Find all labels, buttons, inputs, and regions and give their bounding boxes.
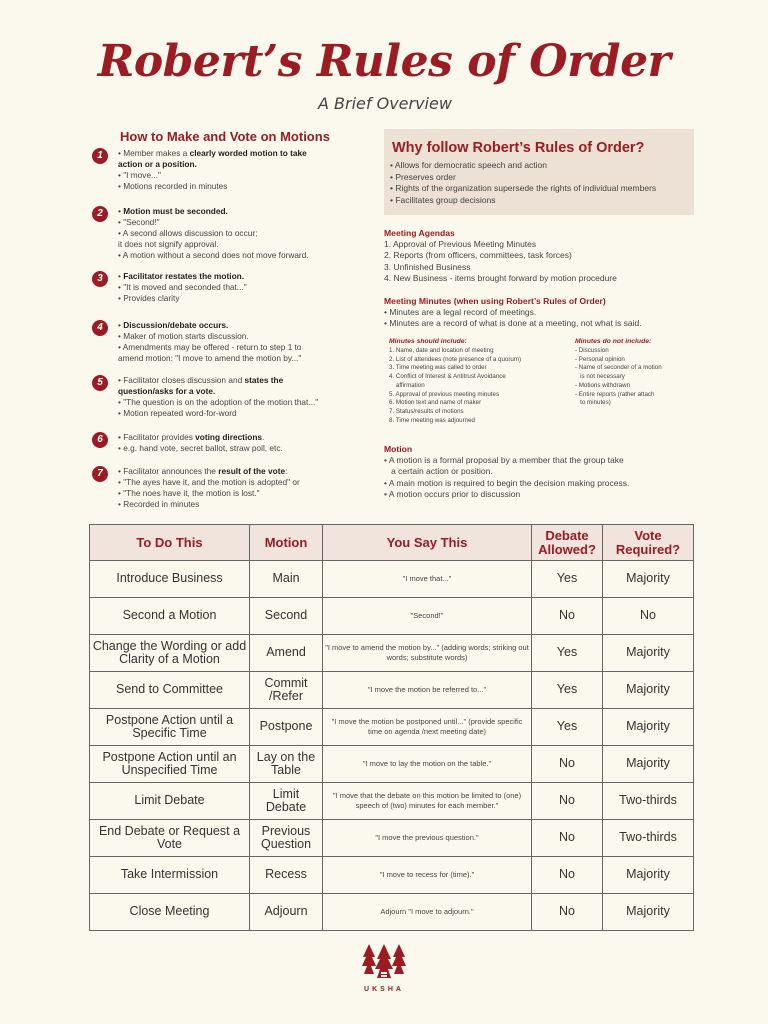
- minutes-include-heading: Minutes should include:: [389, 338, 467, 345]
- table-row: [90, 561, 694, 598]
- step-line-text: • Facilitator closes discussion and: [118, 375, 245, 385]
- minutes-include-item: 7. Status/results of motions: [389, 407, 464, 415]
- header-to-do: To Do This: [90, 525, 250, 561]
- minutes-include-item: 1. Name, date and location of meeting: [389, 347, 494, 354]
- cell-motion: Amend: [250, 635, 323, 672]
- minutes-include-item: 2. List of attendees (note presence of a quorum): [389, 355, 522, 363]
- step-line-text: • Facilitator provides: [118, 432, 196, 442]
- motion-step: [92, 148, 382, 192]
- cell-you-say: "I move the motion be referred to...": [323, 672, 532, 709]
- cell-to-do: Close Meeting: [90, 894, 250, 931]
- minutes-exclude-item: - Name of seconder of a motion: [575, 364, 662, 372]
- table-row: [90, 746, 694, 783]
- motion-step: [92, 320, 382, 364]
- step-line-bold-text: Discussion/debate occurs.: [123, 320, 229, 330]
- step-line: [118, 342, 382, 353]
- step-lines: [118, 466, 382, 510]
- cell-to-do: Limit Debate: [90, 783, 250, 820]
- step-line: [118, 443, 382, 454]
- step-line: [118, 477, 382, 488]
- why-item: • Rights of the organization supersede the rights of individual members: [390, 183, 657, 193]
- minutes-include-item: 5. Approval of previous meeting minutes: [389, 390, 500, 398]
- step-line-text: • Recorded in minutes: [118, 499, 200, 509]
- header-vote: Vote Required?: [603, 525, 694, 561]
- minutes-include-item: affirmation: [389, 381, 425, 389]
- cell-to-do: Take Intermission: [90, 857, 250, 894]
- step-line: [118, 206, 382, 217]
- step-line: [118, 397, 382, 408]
- cell-debate: No: [532, 894, 603, 931]
- cell-to-do: Second a Motion: [90, 598, 250, 635]
- cell-vote: Majority: [603, 746, 694, 783]
- step-line: [118, 293, 382, 304]
- cell-you-say: "I move that the debate on this motion be limited to (one) speech of (two) minutes for each member.": [323, 783, 532, 820]
- step-line: [118, 250, 382, 261]
- cell-motion: Commit /Refer: [250, 672, 323, 709]
- step-line-text: • Maker of motion starts discussion.: [118, 331, 249, 341]
- step-line-text: • Facilitator announces the: [118, 466, 219, 476]
- motion-item: • A main motion is required to begin the decision making process.: [384, 477, 630, 488]
- cell-you-say: "I move to lay the motion on the table.": [323, 746, 532, 783]
- step-line-text: :: [285, 466, 288, 476]
- tree-logo-icon: [362, 944, 406, 980]
- header-motion: Motion: [250, 525, 323, 561]
- step-line: [118, 466, 382, 477]
- step-lines: [118, 320, 382, 364]
- step-line: [118, 228, 382, 239]
- cell-to-do: Postpone Action until a Specific Time: [90, 709, 250, 746]
- why-title: Why follow Robert’s Rules of Order?: [392, 140, 645, 156]
- table-row: [90, 598, 694, 635]
- motion-step: [92, 271, 382, 304]
- step-line-bold-text: action or a position.: [118, 159, 197, 169]
- cell-to-do: Introduce Business: [90, 561, 250, 598]
- agenda-item: 4. New Business - items brought forward by motion procedure: [384, 273, 617, 284]
- table-row: [90, 783, 694, 820]
- why-list: [390, 160, 694, 206]
- step-line-text: • Motions recorded in minutes: [118, 181, 228, 191]
- step-line-bold-text: clearly worded motion to take: [189, 148, 307, 158]
- cell-debate: Yes: [532, 561, 603, 598]
- rules-table: [89, 524, 694, 931]
- motion-item: • A motion is a formal proposal by a member that the group take: [384, 455, 624, 465]
- cell-debate: Yes: [532, 672, 603, 709]
- step-line-bold-text: Facilitator restates the motion.: [123, 271, 245, 281]
- step-line: [118, 353, 382, 364]
- cell-vote: Two-thirds: [603, 820, 694, 857]
- cell-vote: Majority: [603, 857, 694, 894]
- step-line: [118, 181, 382, 192]
- cell-motion: Recess: [250, 857, 323, 894]
- motion-list: [384, 455, 629, 501]
- step-line-text: .: [262, 432, 265, 442]
- minutes-exclude-heading: Minutes do not include:: [575, 338, 652, 345]
- table-row: [90, 635, 694, 672]
- minutes-exclude-item: - Motions withdrawn: [575, 381, 631, 389]
- minutes-item: • Minutes are a record of what is done at a meeting, not what is said.: [384, 318, 642, 329]
- step-line-text: • "I move...": [118, 170, 161, 180]
- minutes-include-item: 6. Motion text and name of maker: [389, 399, 482, 407]
- step-line: [118, 408, 382, 419]
- header-debate: Debate Allowed?: [532, 525, 603, 561]
- cell-debate: No: [532, 857, 603, 894]
- step-line: [118, 488, 382, 499]
- step-line: [118, 159, 382, 170]
- step-number-badge: 5: [92, 375, 108, 391]
- uksha-logo: [362, 944, 406, 993]
- why-item: • Preserves order: [390, 171, 456, 182]
- why-item: • Allows for democratic speech and action: [390, 160, 548, 170]
- motion-step: [92, 206, 382, 261]
- cell-you-say: "I move to recess for (time).": [323, 857, 532, 894]
- step-line: [118, 375, 382, 386]
- step-number-badge: 6: [92, 432, 108, 448]
- table-row: [90, 672, 694, 709]
- table-row: [90, 857, 694, 894]
- agenda-item: 1. Approval of Previous Meeting Minutes: [384, 239, 537, 249]
- cell-you-say: Adjourn "I move to adjourn.": [323, 894, 532, 931]
- table-row: [90, 820, 694, 857]
- cell-motion: Previous Question: [250, 820, 323, 857]
- minutes-include-item: 4. Conflict of Interest & Antitrust Avoidance: [389, 373, 506, 381]
- step-line-text: it does not signify approval.: [118, 239, 219, 249]
- step-line-text: • Amendments may be offered - return to step 1 to: [118, 342, 302, 352]
- cell-vote: No: [603, 598, 694, 635]
- step-line-text: • "Second!": [118, 217, 160, 227]
- step-line-text: •: [118, 320, 124, 330]
- motion-heading: Motion: [384, 444, 413, 454]
- why-panel: [384, 129, 694, 215]
- step-line-text: •: [118, 206, 124, 216]
- cell-to-do: Send to Committee: [90, 672, 250, 709]
- cell-debate: No: [532, 598, 603, 635]
- step-line-bold-text: question/asks for a vote.: [118, 386, 216, 396]
- cell-debate: No: [532, 746, 603, 783]
- table-header-row: [90, 525, 694, 561]
- cell-to-do: End Debate or Request a Vote: [90, 820, 250, 857]
- cell-vote: Majority: [603, 561, 694, 598]
- step-line: [118, 239, 382, 250]
- minutes-exclude-item: - Personal opinion: [575, 355, 625, 363]
- step-line: [118, 148, 382, 159]
- cell-vote: Majority: [603, 709, 694, 746]
- cell-debate: Yes: [532, 635, 603, 672]
- header-you-say: You Say This: [323, 525, 532, 561]
- cell-motion: Postpone: [250, 709, 323, 746]
- step-number-badge: 4: [92, 320, 108, 336]
- step-line-bold-text: states the: [244, 375, 284, 385]
- minutes-include-list: [389, 347, 521, 425]
- step-line-text: • Provides clarity: [118, 293, 180, 303]
- cell-motion: Main: [250, 561, 323, 598]
- cell-motion: Lay on the Table: [250, 746, 323, 783]
- cell-debate: No: [532, 783, 603, 820]
- minutes-exclude-item: - Discussion: [575, 347, 609, 354]
- minutes-item: • Minutes are a legal record of meetings.: [384, 307, 537, 317]
- cell-vote: Two-thirds: [603, 783, 694, 820]
- cell-you-say: "Second!": [323, 598, 532, 635]
- step-lines: [118, 148, 382, 192]
- step-line: [118, 217, 382, 228]
- minutes-exclude-item: to minutes): [575, 399, 611, 407]
- step-line: [118, 331, 382, 342]
- cell-vote: Majority: [603, 894, 694, 931]
- agenda-item: 2. Reports (from officers, committees, task forces): [384, 250, 572, 261]
- motion-step: [92, 432, 382, 454]
- agenda-item: 3. Unfinished Business: [384, 261, 471, 272]
- step-line: [118, 282, 382, 293]
- minutes-exclude-item: - Entire reports (rather attach: [575, 390, 655, 398]
- why-item: • Facilitates group decisions: [390, 194, 496, 205]
- motion-step: [92, 375, 382, 419]
- step-line-text: • "It is moved and seconded that...": [118, 282, 247, 292]
- minutes-exclude-list: [575, 347, 662, 408]
- step-line: [118, 170, 382, 181]
- step-lines: [118, 206, 382, 261]
- step-lines: [118, 375, 382, 419]
- step-line-text: • Motion repeated word-for-word: [118, 408, 237, 418]
- cell-debate: No: [532, 820, 603, 857]
- step-line: [118, 432, 382, 443]
- logo-text: UKSHA: [364, 986, 404, 993]
- step-number-badge: 1: [92, 148, 108, 164]
- table-row: [90, 709, 694, 746]
- cell-to-do: Postpone Action until an Unspecified Time: [90, 746, 250, 783]
- motion-step: [92, 466, 382, 510]
- minutes-include-item: 8. Time meeting was adjourned: [389, 416, 475, 424]
- step-line-text: • A motion without a second does not move forward.: [118, 250, 309, 260]
- cell-to-do: Change the Wording or add Clarity of a Motion: [90, 635, 250, 672]
- minutes-list: [384, 307, 642, 330]
- cell-motion: Limit Debate: [250, 783, 323, 820]
- cell-debate: Yes: [532, 709, 603, 746]
- motions-heading: How to Make and Vote on Motions: [120, 129, 330, 144]
- motion-item: • A motion occurs prior to discussion: [384, 489, 521, 500]
- step-line-text: • e.g. hand vote, secret ballot, straw poll, etc.: [118, 443, 283, 453]
- minutes-heading: Meeting Minutes (when using Robert’s Rules of Order): [384, 296, 606, 306]
- step-line-bold-text: Motion must be seconded.: [123, 206, 228, 216]
- step-line: [118, 386, 382, 397]
- cell-motion: Second: [250, 598, 323, 635]
- minutes-exclude-item: is not necessary: [575, 373, 625, 381]
- step-line-text: • "The question is on the adoption of the motion that...": [118, 397, 319, 407]
- step-number-badge: 7: [92, 466, 108, 482]
- agendas-list: [384, 239, 617, 285]
- step-lines: [118, 271, 382, 304]
- step-line-text: • "The noes have it, the motion is lost.": [118, 488, 260, 498]
- step-number-badge: 3: [92, 271, 108, 287]
- step-lines: [118, 432, 382, 454]
- table-row: [90, 894, 694, 931]
- step-line-bold-text: result of the vote: [218, 466, 286, 476]
- cell-you-say: "I move that...": [323, 561, 532, 598]
- agendas-heading: Meeting Agendas: [384, 228, 455, 238]
- cell-you-say: "I move to amend the motion by..." (adding words; striking out words; substitute words): [323, 635, 532, 672]
- page-subtitle: A Brief Overview: [318, 94, 452, 113]
- step-line: [118, 271, 382, 282]
- step-line-text: • "The ayes have it, and the motion is adopted" or: [118, 477, 300, 487]
- step-line-text: • A second allows discussion to occur;: [118, 228, 258, 238]
- step-line: [118, 320, 382, 331]
- cell-you-say: "I move the motion be postponed until..." (provide specific time on agenda /next meeting date): [323, 709, 532, 746]
- step-line-text: amend motion: "I move to amend the motion by...": [118, 353, 302, 363]
- step-line: [118, 499, 382, 510]
- cell-you-say: "I move the previous question.": [323, 820, 532, 857]
- step-number-badge: 2: [92, 206, 108, 222]
- step-line-text: • Member makes a: [118, 148, 190, 158]
- page-title: Robert’s Rules of Order: [97, 36, 671, 87]
- motion-item: a certain action or position.: [384, 466, 493, 477]
- cell-vote: Majority: [603, 635, 694, 672]
- cell-vote: Majority: [603, 672, 694, 709]
- minutes-include-item: 3. Time meeting was called to order: [389, 364, 487, 372]
- step-line-bold-text: voting directions: [195, 432, 262, 442]
- cell-motion: Adjourn: [250, 894, 323, 931]
- step-line-text: •: [118, 271, 124, 281]
